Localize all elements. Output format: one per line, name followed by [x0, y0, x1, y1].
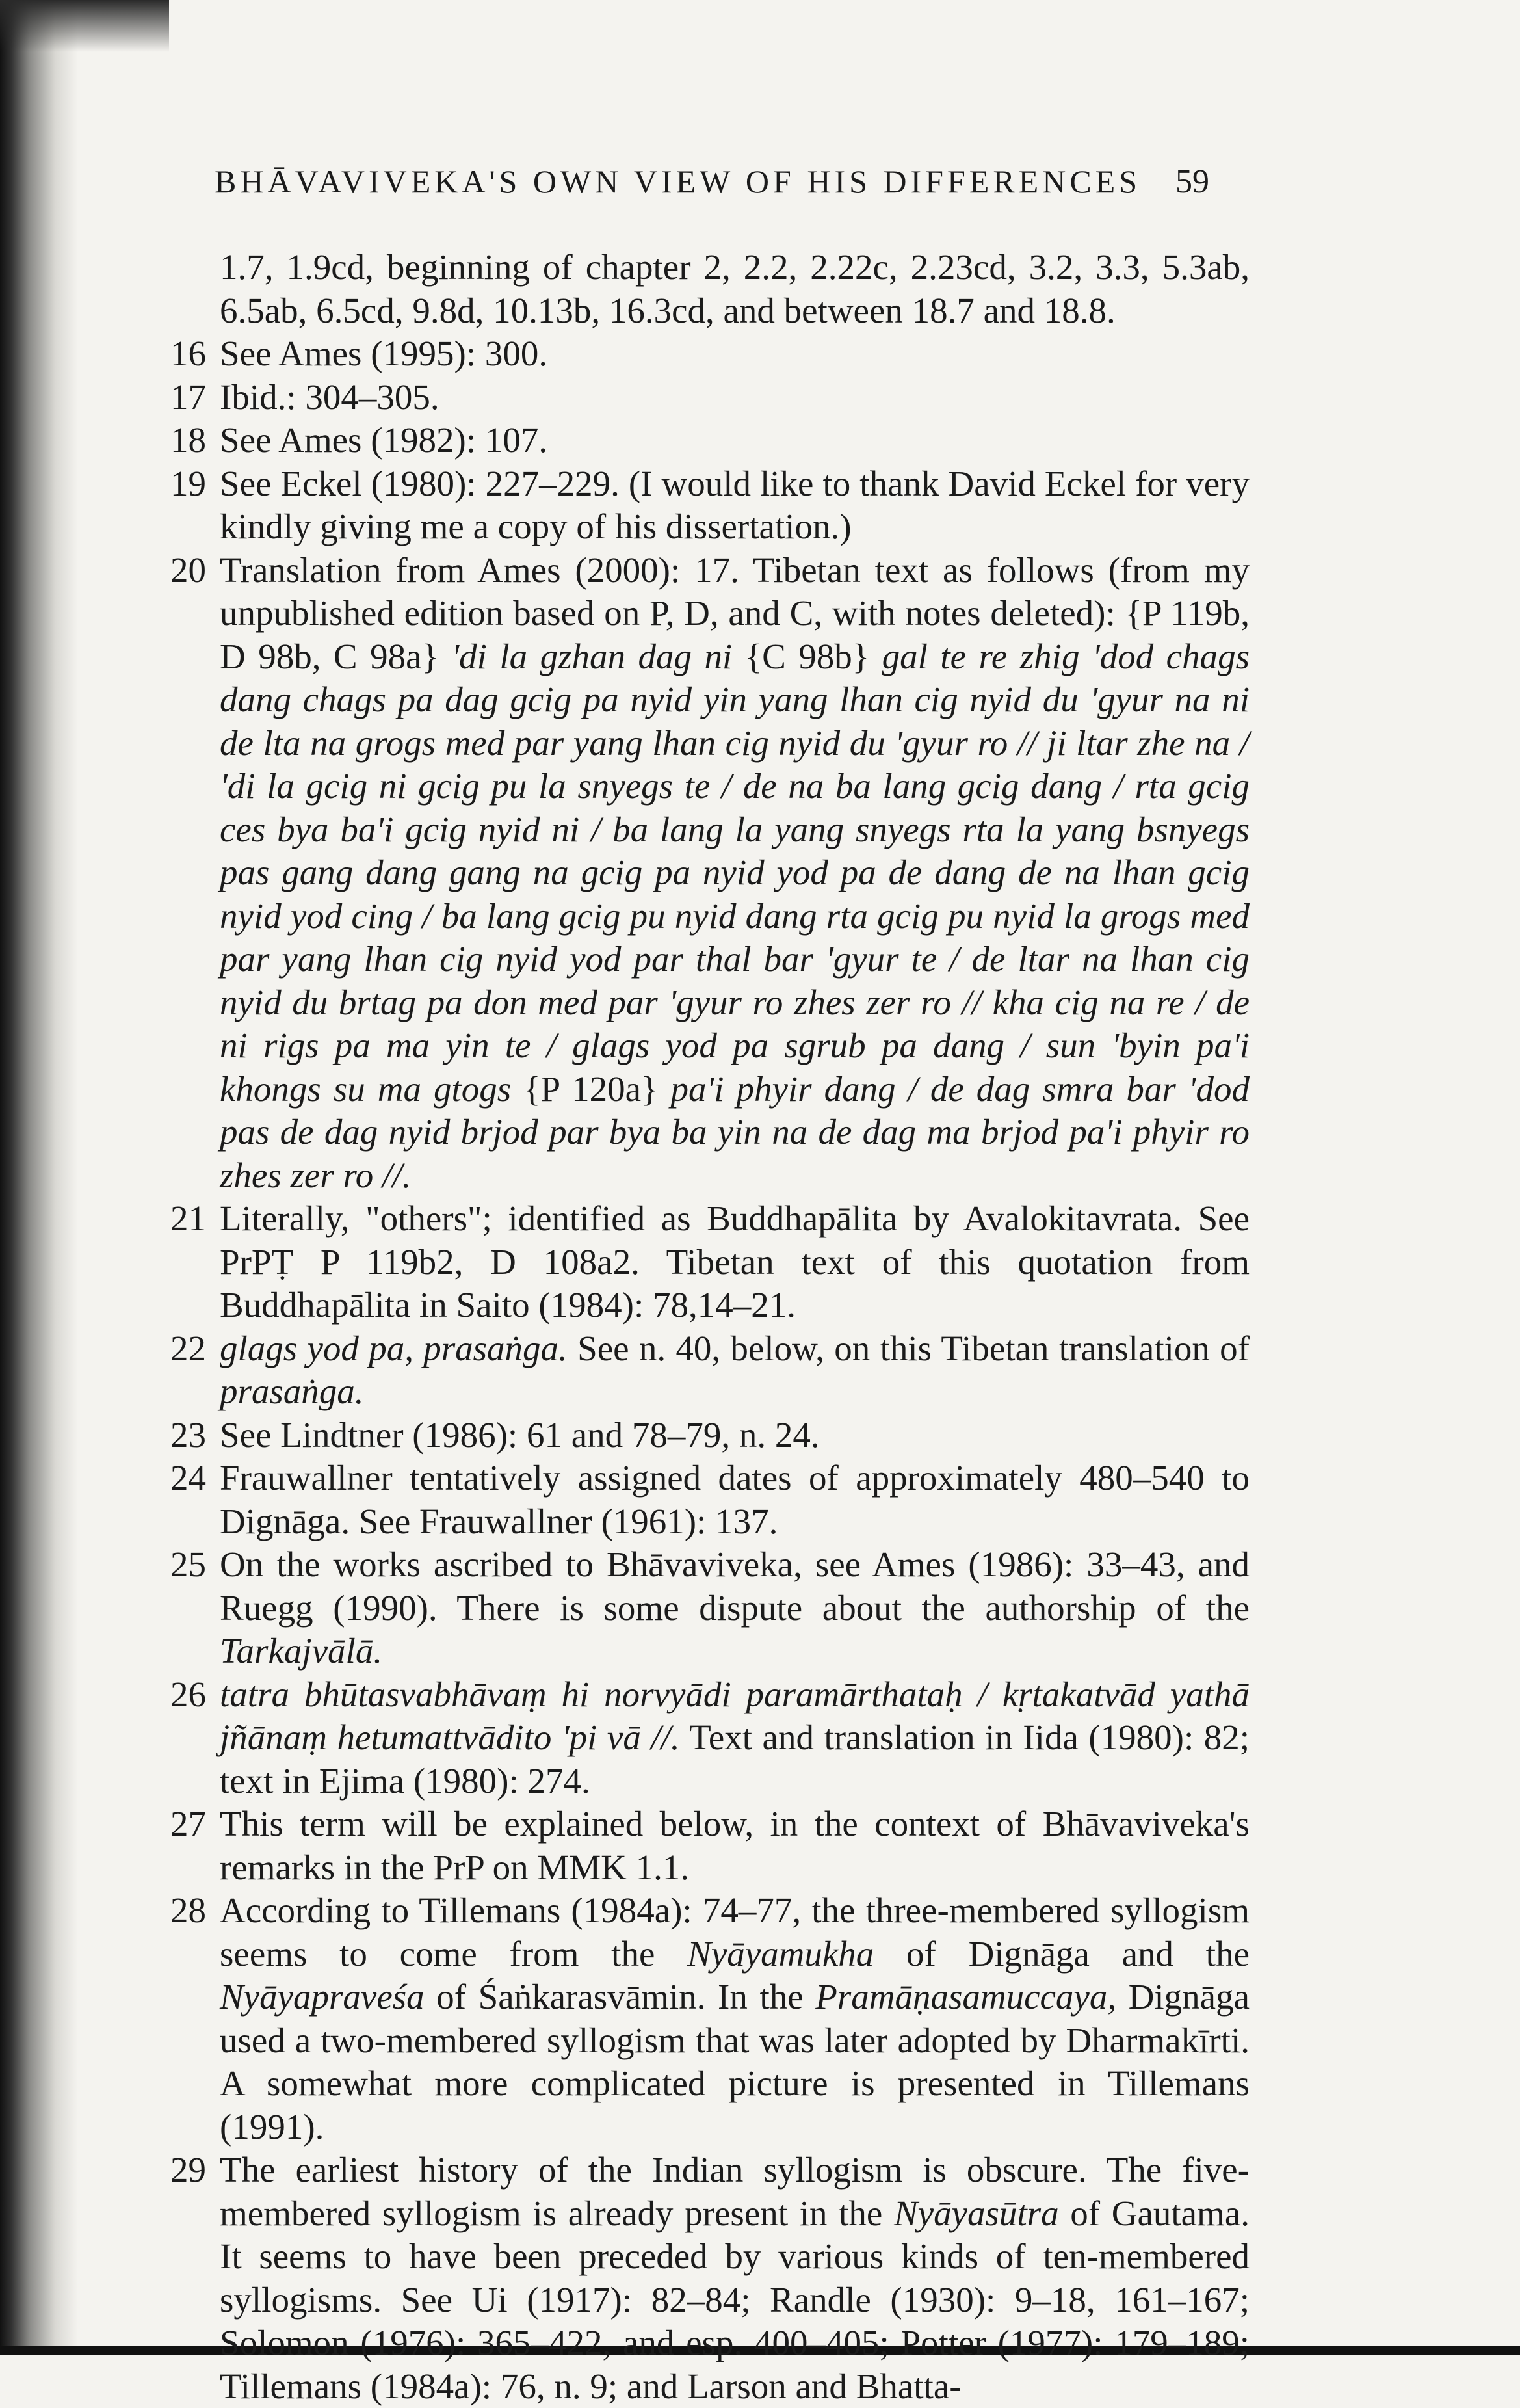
endnote-18 [170, 419, 1250, 462]
endnote-text: See Ames (1982): 107. [220, 420, 548, 460]
endnote-number: 21 [170, 1198, 206, 1238]
endnote-italic-text: Nyāyapraveśa [220, 1977, 425, 2017]
endnote-number: 25 [170, 1544, 206, 1584]
endnote-continuation [170, 246, 1250, 332]
endnote-italic-text: tatra bhūtasvabhāvaṃ hi norvyādi paramārthataḥ / kṛtakatvād yathā jñānaṃ hetumattvādito 'pi vā //. [220, 1674, 1250, 1757]
endnote-text: Translation from Ames (2000): 17. Tibetan text as follows (from my unpublished edition based on P, D, and C, with notes deleted): {P 119b, D 98b, C 98a} [220, 549, 1250, 676]
endnotes-list [170, 246, 1250, 2408]
endnote-italic-text: Pramāṇasamuccaya, [815, 1977, 1117, 2017]
endnote-26 [170, 1673, 1250, 1803]
endnote-28 [170, 1889, 1250, 2149]
endnote-italic-text: glags yod pa, prasaṅga. [220, 1328, 568, 1368]
endnote-number: 20 [170, 549, 206, 590]
endnote-italic-text: pa'i phyir dang / de dag smra bar 'dod pas de dag nyid brjod par bya ba yin na de dag ma brjod pa'i phyir ro zhes zer ro //. [220, 1068, 1250, 1195]
endnote-number: 18 [170, 420, 206, 460]
endnote-25 [170, 1543, 1250, 1673]
endnote-19 [170, 462, 1250, 549]
endnote-italic-text: gal te re zhig 'dod chags dang chags pa dag gcig pa nyid yin yang lhan cig nyid du 'gyur na ni de lta na grogs med par yang lhan cig nyid du 'gyur ro // ji ltar zhe na / 'di la gcig ni gcig pu la snyegs te / de na ba lang gcig dang / rta gcig ces bya ba'i gcig nyid ni / ba lang la yang snyegs rta la yang bsnyegs pas gang dang gang na gcig pa nyid yod pa de dang de na lhan gcig nyid yod cing / ba lang gcig pu nyid dang rta gcig pu nyid la grogs med par yang lhan cig nyid yod par thal bar 'gyur te / de ltar na lhan cig nyid du brtag pa don med par 'gyur ro zhes zer ro // kha cig na re / de ni rigs pa ma yin te / glags yod pa sgrub pa dang / sun 'byin pa'i khongs su ma gtogs [220, 636, 1250, 1109]
endnote-21 [170, 1197, 1250, 1327]
endnote-text: According to Tillemans (1984a): 74–77, the three-membered syllogism seems to come from the [220, 1890, 1250, 1974]
scan-shadow-edge [0, 0, 78, 2355]
endnote-text: See Eckel (1980): 227–229. (I would like to thank David Eckel for very kindly giving me a copy of his dissertation.) [220, 463, 1250, 546]
endnote-23 [170, 1414, 1250, 1457]
endnote-text: Literally, "others"; identified as Buddhapālita by Avalokitavrata. See PrPṬ P 119b2, D 108a2. Tibetan text of this quotation from Buddhapālita in Saito (1984): 78,14–21. [220, 1198, 1250, 1325]
endnote-text: Text and translation in Iida (1980): 82; text in Ejima (1980): 274. [220, 1717, 1250, 1801]
endnote-text: Dignāga used a two-membered syllogism that was later adopted by Dharmakīrti. A somewhat more complicated picture is presented in Tillemans (1991). [220, 1977, 1250, 2147]
endnote-text: On the works ascribed to Bhāvaviveka, see Ames (1986): 33–43, and Ruegg (1990). There is some dispute about the authorship of the [220, 1544, 1250, 1628]
endnote-22 [170, 1327, 1250, 1414]
endnote-text: The earliest history of the Indian syllogism is obscure. The five-membered syllogism is already present in the [220, 2150, 1250, 2233]
endnote-text: of Śaṅkarasvāmin. In the [424, 1977, 816, 2017]
endnote-number: 22 [170, 1328, 206, 1368]
endnote-text: 1.7, 1.9cd, beginning of chapter 2, 2.2, 2.22c, 2.23cd, 3.2, 3.3, 5.3ab, 6.5ab, 6.5cd, 9.8d, 10.13b, 16.3cd, and between 18.7 and 18.8. [220, 247, 1250, 330]
endnote-24 [170, 1457, 1250, 1543]
endnote-number: 28 [170, 1890, 206, 1930]
endnote-text: See n. 40, below, on this Tibetan translation of [567, 1328, 1250, 1368]
endnote-text: of Gautama. It seems to have been preceded by various kinds of ten-membered syllogisms. See Ui (1917): 82–84; Randle (1930): 9–18, 161–167; Solomon (1976): 365–422, and esp. 400–405; Potter (1977): 179–189; Tillemans (1984a): 76, n. 9; and Larson and Bhatta- [220, 2193, 1250, 2406]
page-number: 59 [1175, 163, 1209, 200]
endnote-16 [170, 332, 1250, 376]
endnote-italic-text: Nyāyasūtra [893, 2193, 1059, 2233]
endnote-27 [170, 1803, 1250, 1889]
endnote-text: {P 120a} [523, 1068, 671, 1109]
endnote-number: 27 [170, 1804, 206, 1844]
endnote-italic-text: 'di la gzhan dag ni [451, 636, 745, 676]
endnote-number: 16 [170, 334, 206, 373]
endnote-number: 26 [170, 1674, 206, 1714]
endnote-text: {C 98b} [744, 636, 882, 676]
endnote-text: Frauwallner tentatively assigned dates of approximately 480–540 to Dignāga. See Frauwallner (1961): 137. [220, 1458, 1250, 1541]
endnote-text: Ibid.: 304–305. [220, 377, 439, 417]
endnote-italic-text: prasaṅga. [220, 1371, 364, 1411]
scan-shadow-corner [0, 0, 169, 52]
endnote-italic-text: Tarkajvālā. [220, 1631, 383, 1671]
endnote-number: 23 [170, 1414, 206, 1455]
endnote-number: 19 [170, 463, 206, 503]
endnote-number: 17 [170, 377, 206, 417]
endnote-29 [170, 2149, 1250, 2408]
running-head-title: BHĀVAVIVEKA'S OWN VIEW OF HIS DIFFERENCES [215, 163, 1142, 200]
endnote-text: See Lindtner (1986): 61 and 78–79, n. 24. [220, 1414, 820, 1455]
endnote-number: 24 [170, 1458, 206, 1498]
endnote-text: This term will be explained below, in the context of Bhāvaviveka's remarks in the PrP on MMK 1.1. [220, 1804, 1250, 1887]
endnote-italic-text: Nyāyamukha [687, 1933, 874, 1974]
endnote-number: 29 [170, 2150, 206, 2190]
endnote-20 [170, 549, 1250, 1198]
endnote-text: See Ames (1995): 300. [220, 334, 548, 373]
running-head [0, 163, 1520, 208]
endnote-17 [170, 376, 1250, 419]
endnote-text: of Dignāga and the [874, 1933, 1250, 1974]
